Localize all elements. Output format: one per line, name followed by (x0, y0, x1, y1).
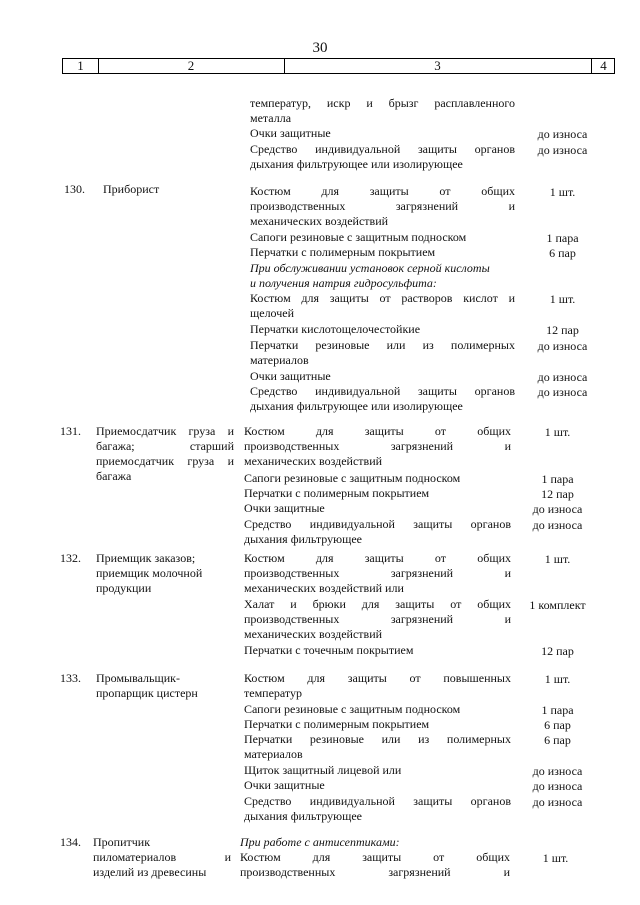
entry-number: 133. (60, 671, 81, 685)
item-text: щелочей (250, 306, 295, 320)
item-text: Костюм для защиты от общих (250, 184, 515, 198)
condition-note: При обслуживании установок серной кислоты (250, 261, 490, 275)
item-text: Щиток защитный лицевой или (244, 763, 402, 777)
item-norm: 6 пар (544, 718, 571, 732)
profession-name: пропарщик цистерн (96, 686, 198, 700)
item-text: механических воздействий (244, 627, 383, 641)
item-norm: до износа (532, 764, 583, 778)
item-text: Перчатки с полимерным покрытием (244, 486, 430, 500)
column-header-4: 4 (600, 58, 607, 73)
item-text: Сапоги резиновые с защитным подноском (250, 230, 467, 244)
item-norm: 1 пара (546, 231, 579, 245)
item-norm: до износа (532, 502, 583, 516)
item-text: Сапоги резиновые с защитным подноском (244, 471, 461, 485)
item-text: Перчатки с точечным покрытием (244, 643, 414, 657)
item-norm: до износа (537, 143, 588, 157)
column-header-1: 1 (77, 58, 84, 73)
item-text: Перчатки резиновые или из полимерных (244, 732, 511, 746)
item-text: Костюм для защиты от общих (240, 850, 510, 864)
profession-name: изделий из древесины (93, 865, 207, 879)
item-norm: до износа (537, 127, 588, 141)
profession-name: продукции (96, 581, 152, 595)
item-norm: до износа (537, 339, 588, 353)
item-text: Очки защитные (250, 369, 331, 383)
item-norm: 1 шт. (542, 851, 569, 865)
item-text: Сапоги резиновые с защитным подноском (244, 702, 461, 716)
item-text: Костюм для защиты от общих (244, 551, 511, 565)
item-text: производственных загрязнений и (250, 199, 515, 213)
profession-name: пиломатериалов и (93, 850, 231, 864)
profession-name: Приборист (103, 182, 160, 196)
item-norm: 1 шт. (549, 292, 576, 306)
item-text: дыхания фильтрующее (244, 809, 362, 823)
entry-number: 130. (64, 182, 85, 196)
column-header-row (62, 58, 615, 74)
item-norm: 6 пар (544, 733, 571, 747)
item-text: металла (250, 111, 292, 125)
item-norm: 1 шт. (544, 552, 571, 566)
item-norm: до износа (537, 370, 588, 384)
item-text: механических воздействий (244, 454, 383, 468)
profession-name: Приемщик заказов; (96, 551, 196, 565)
item-text: механических воздействий (250, 214, 389, 228)
item-norm: 1 пара (541, 472, 574, 486)
condition-note: При работе с антисептиками: (240, 835, 400, 849)
entry-number: 131. (60, 424, 81, 438)
item-text: механических воздействий или (244, 581, 404, 595)
item-text: производственных загрязнений и (240, 865, 510, 879)
item-text: Средство индивидуальной защиты органов (250, 142, 515, 156)
item-text: материалов (250, 353, 309, 367)
item-text: Перчатки с полимерным покрытием (244, 717, 430, 731)
item-text: Очки защитные (250, 126, 331, 140)
item-text: Очки защитные (244, 778, 325, 792)
item-norm: 12 пар (541, 644, 574, 658)
column-header-3: 3 (434, 58, 441, 73)
item-text: Костюм для защиты от растворов кислот и (250, 291, 515, 305)
entry-number: 134. (60, 835, 81, 849)
item-norm: 6 пар (549, 246, 576, 260)
profession-name: Приемосдатчик груза и (96, 424, 234, 438)
profession-name: Промывальщик- (96, 671, 180, 685)
item-norm: 1 шт. (549, 185, 576, 199)
item-norm: 1 шт. (544, 425, 571, 439)
item-text: дыхания фильтрующее (244, 532, 362, 546)
item-norm: до износа (532, 795, 583, 809)
item-text: Средство индивидуальной защиты органов (244, 794, 511, 808)
item-text: Средство индивидуальной защиты органов (244, 517, 511, 531)
entry-number: 132. (60, 551, 81, 565)
item-text: Перчатки с полимерным покрытием (250, 245, 436, 259)
item-text: Средство индивидуальной защиты органов (250, 384, 515, 398)
page-number: 30 (312, 40, 328, 56)
item-norm: 1 шт. (544, 672, 571, 686)
item-text: Халат и брюки для защиты от общих (244, 597, 511, 611)
item-norm: 12 пар (541, 487, 574, 501)
profession-name: приемосдатчик груза и (96, 454, 234, 468)
item-text: Костюм для защиты от общих (244, 424, 511, 438)
item-text: производственных загрязнений и (244, 566, 511, 580)
item-norm: до износа (532, 779, 583, 793)
profession-name: багажа (96, 469, 132, 483)
item-text: производственных загрязнений и (244, 612, 511, 626)
item-norm: до износа (532, 518, 583, 532)
item-text: Перчатки резиновые или из полимерных (250, 338, 515, 352)
column-header-2: 2 (187, 58, 195, 73)
item-text: дыхания фильтрующее или изолирующее (250, 399, 463, 413)
condition-note: и получения натрия гидросульфита: (250, 276, 437, 290)
item-norm: 1 комплект (529, 598, 586, 612)
item-text: Очки защитные (244, 501, 325, 515)
profession-name: багажа; старший (96, 439, 234, 453)
item-text: производственных загрязнений и (244, 439, 511, 453)
item-text: дыхания фильтрующее или изолирующее (250, 157, 463, 171)
profession-name: Пропитчик (93, 835, 151, 849)
item-text: температур (244, 686, 303, 700)
profession-name: приемщик молочной (96, 566, 203, 580)
item-text: Перчатки кислотощелочестойкие (250, 322, 421, 336)
item-text: Костюм для защиты от повышенных (244, 671, 511, 685)
item-norm: до износа (537, 385, 588, 399)
item-text: материалов (244, 747, 303, 761)
item-norm: 12 пар (546, 323, 579, 337)
item-text: температур, искр и брызг расплавленного (250, 96, 515, 110)
item-norm: 1 пара (541, 703, 574, 717)
